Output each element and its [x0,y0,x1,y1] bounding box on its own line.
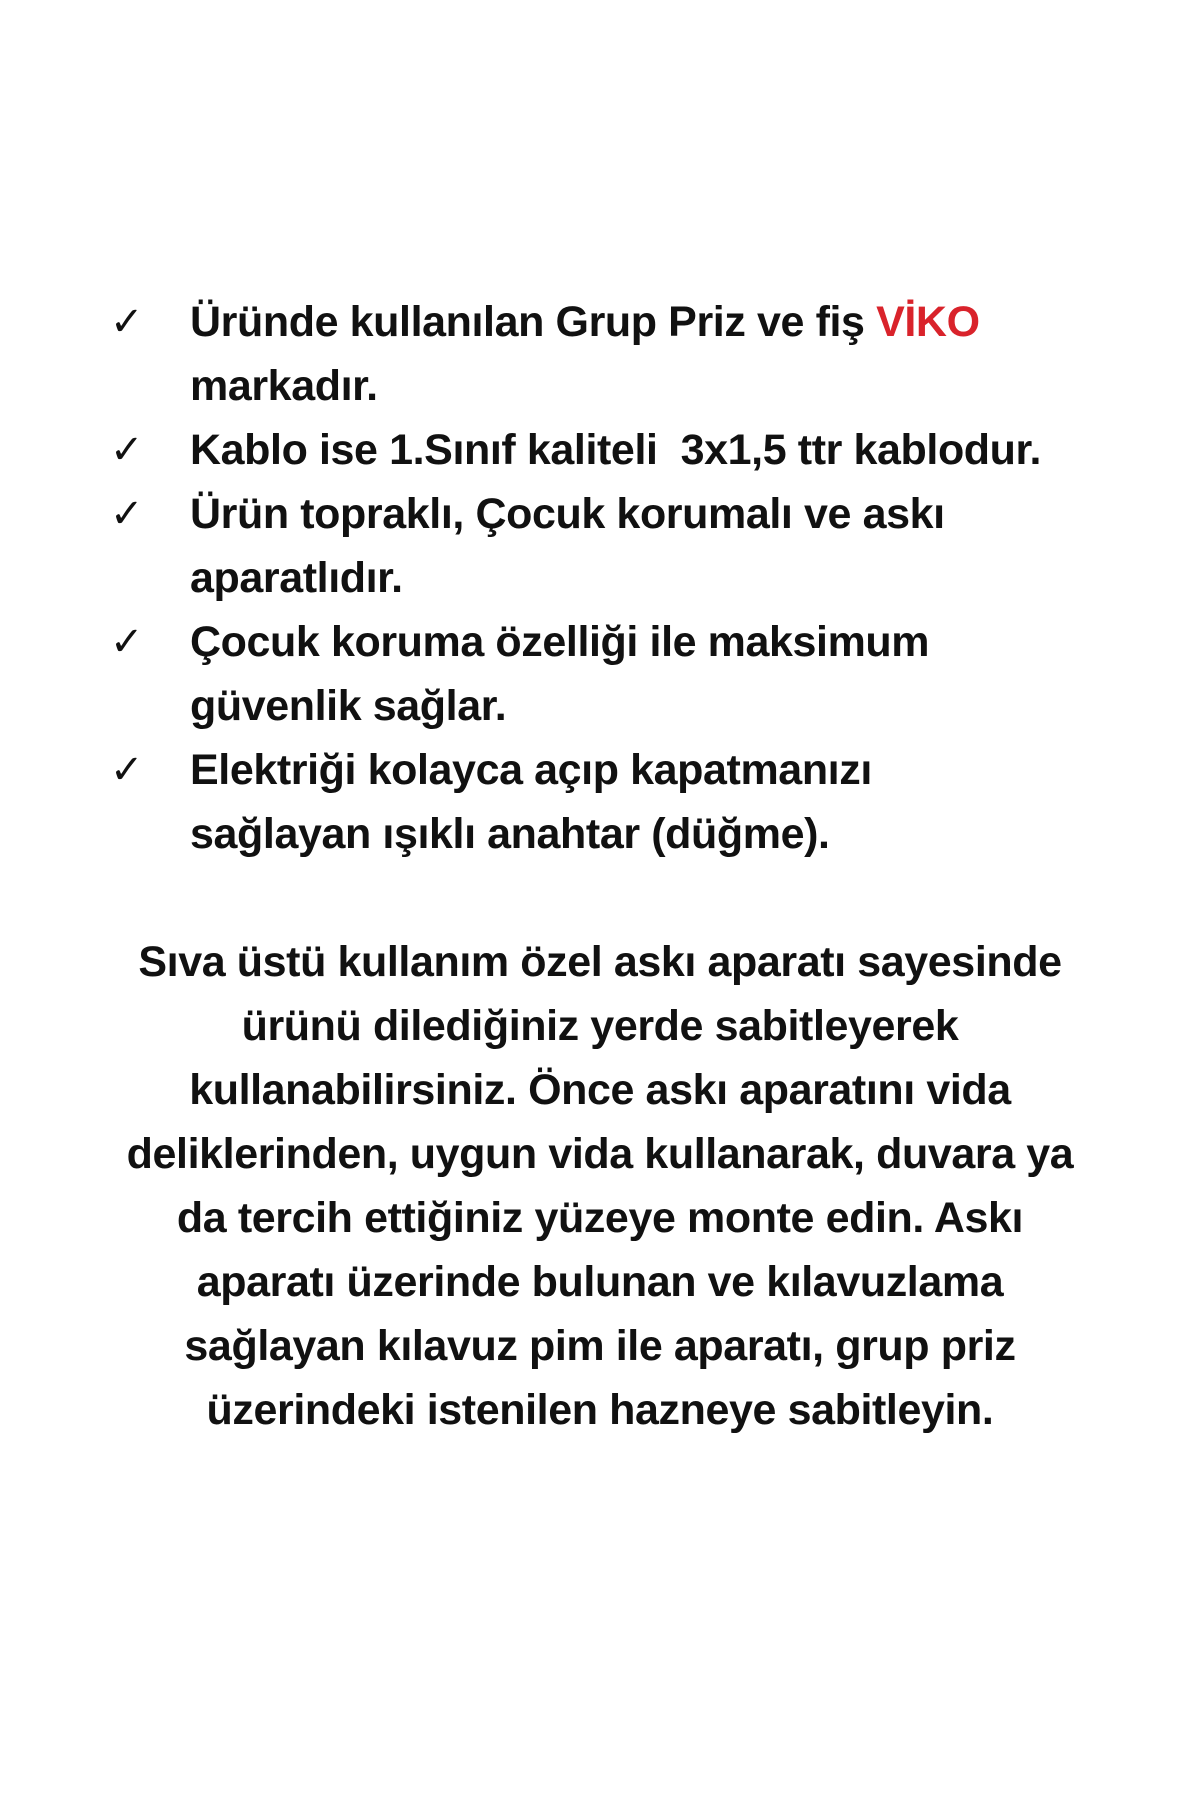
feature-line: sağlayan ışıklı anahtar (düğme). [190,810,830,858]
description-line: kullanabilirsiniz. Önce askı aparatını vida [189,1066,1011,1114]
feature-line: Elektriği kolayca açıp kapatmanızı [190,746,872,794]
feature-text [190,738,1110,866]
feature-line: Çocuk koruma özelliği ile maksimum [190,618,930,666]
description-line: sağlayan kılavuz pim ile aparatı, grup priz [184,1322,1016,1370]
brand-name: VİKO [876,298,980,346]
feature-item [110,418,1110,482]
feature-text [190,290,1110,418]
checkmark-icon: ✓ [110,427,144,473]
description-line: Sıva üstü kullanım özel askı aparatı sayesinde [138,938,1062,986]
feature-line: güvenlik sağlar. [190,682,507,730]
description-line: da tercih ettiğiniz yüzeye monte edin. Askı [176,1194,1024,1242]
feature-item [110,482,1110,610]
checkmark-icon: ✓ [110,619,144,665]
description-line: aparatı üzerinde bulunan ve kılavuzlama [196,1258,1004,1306]
description-line: üzerindeki istenilen hazneye sabitleyin. [206,1386,994,1434]
feature-item [110,738,1110,866]
feature-text [190,610,1110,738]
feature-line: Üründe kullanılan Grup Priz ve fiş [190,298,877,346]
feature-text [190,418,1110,482]
feature-list [110,290,1110,866]
feature-item [110,610,1110,738]
description-line: ürünü dilediğiniz yerde sabitleyerek [241,1002,959,1050]
feature-line: Ürün topraklı, Çocuk korumalı ve askı [190,490,945,538]
feature-item [110,290,1110,418]
checkmark-icon: ✓ [110,491,144,537]
feature-text [190,482,1110,610]
checkmark-icon: ✓ [110,299,144,345]
feature-line: aparatlıdır. [190,554,403,602]
description-line: deliklerinden, uygun vida kullanarak, duvara ya [126,1130,1074,1178]
feature-line: markadır. [190,362,378,410]
feature-line: Kablo ise 1.Sınıf kaliteli 3x1,5 ttr kablodur. [190,426,1042,474]
mounting-description [80,930,1120,1442]
checkmark-icon: ✓ [110,747,144,793]
